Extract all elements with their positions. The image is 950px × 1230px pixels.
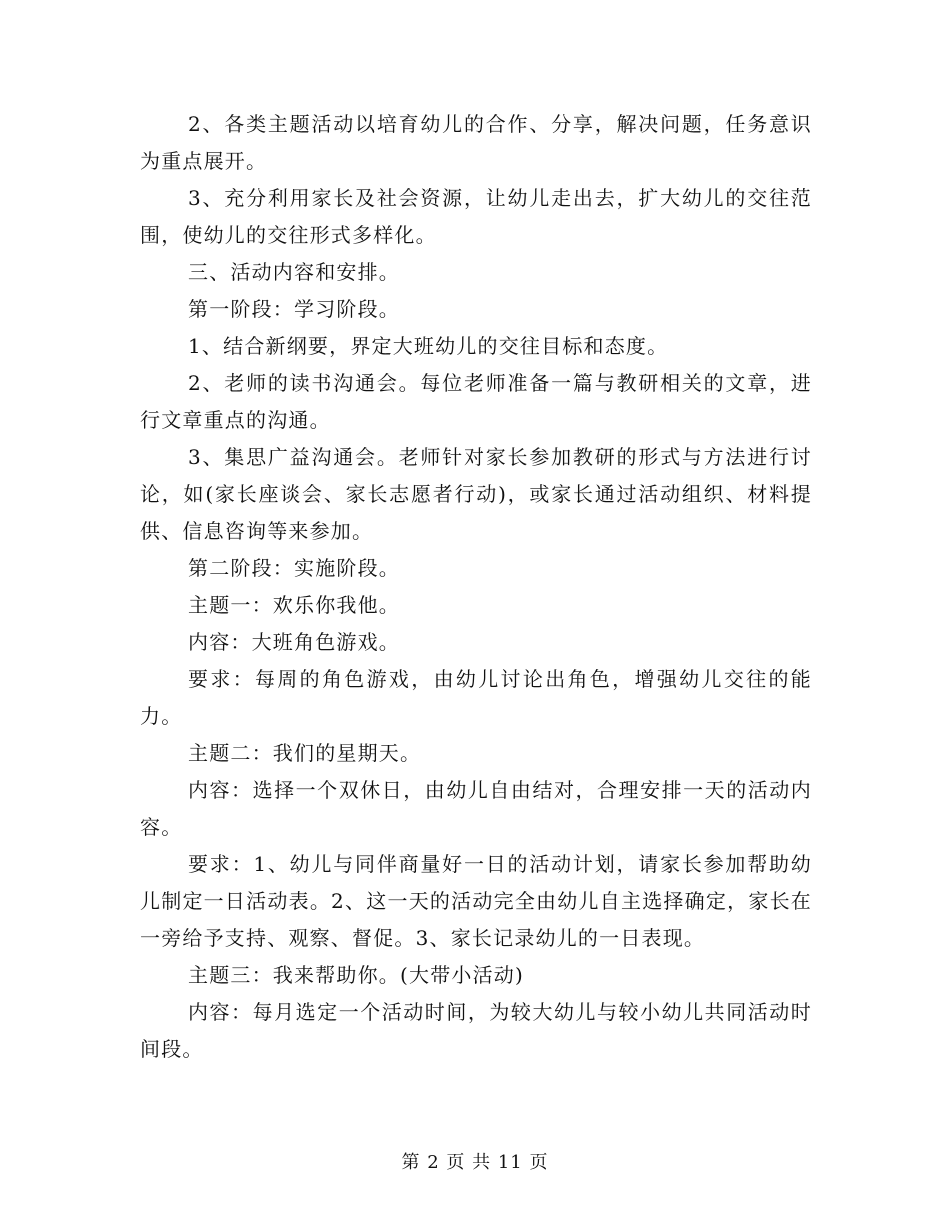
section-heading-activity: 三、活动内容和安排。 [188, 260, 400, 284]
paragraph-goal-3: 3、充分利用家长及社会资源，让幼儿走出去，扩大幼儿的交往范围，使幼儿的交往形式多样化。 [140, 186, 812, 247]
theme-2-requirement: 要求：1、幼儿与同伴商量好一日的活动计划，请家长参加帮助幼儿制定一日活动表。2、这一天的活动完全由幼儿自主选择确定，家长在一旁给予支持、观察、督促。3、家长记录幼儿的一日表现。 [140, 852, 812, 950]
theme-2-title: 主题二：我们的星期天。 [188, 741, 422, 765]
theme-3-title: 主题三：我来帮助你。(大带小活动) [188, 963, 525, 987]
theme-1-title: 主题一：欢乐你我他。 [188, 593, 400, 617]
stage-heading-2: 第二阶段：实施阶段。 [188, 556, 400, 580]
theme-1-requirement: 要求：每周的角色游戏，由幼儿讨论出角色，增强幼儿交往的能力。 [140, 667, 812, 728]
paragraph-stage1-item-1: 1、结合新纲要，界定大班幼儿的交往目标和态度。 [188, 334, 669, 358]
stage-heading-1: 第一阶段：学习阶段。 [188, 297, 400, 321]
theme-2-content: 内容：选择一个双休日，由幼儿自由结对，合理安排一天的活动内容。 [140, 778, 812, 839]
theme-1-content: 内容：大班角色游戏。 [188, 630, 400, 654]
paragraph-stage1-item-3: 3、集思广益沟通会。老师针对家长参加教研的形式与方法进行讨论，如(家长座谈会、家长志愿者行动)，或家长通过活动组织、材料提供、信息咨询等来参加。 [140, 445, 812, 543]
page-number-footer: 第 2 页 共 11 页 [401, 1152, 549, 1173]
theme-3-content: 内容：每月选定一个活动时间，为较大幼儿与较小幼儿共同活动时间段。 [140, 1000, 812, 1061]
paragraph-stage1-item-2: 2、老师的读书沟通会。每位老师准备一篇与教研相关的文章，进行文章重点的沟通。 [140, 371, 812, 432]
document-body [140, 106, 812, 1068]
paragraph-goal-2: 2、各类主题活动以培育幼儿的合作、分享，解决问题，任务意识为重点展开。 [140, 112, 812, 173]
